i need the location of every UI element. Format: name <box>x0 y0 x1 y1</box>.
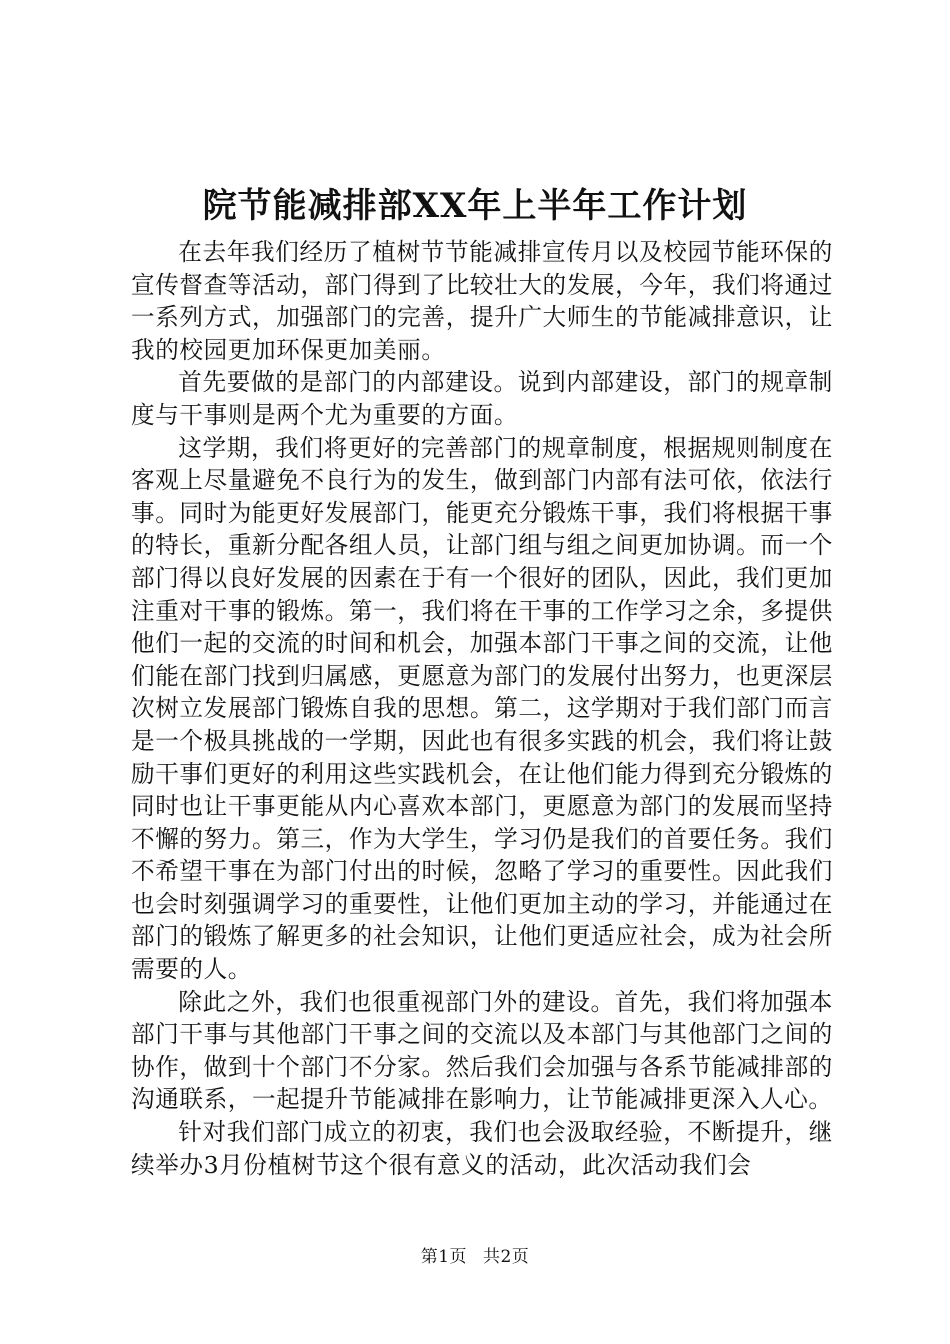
page-number-current: 第1页 <box>420 1247 468 1267</box>
paragraph-3: 这学期，我们将更好的完善部门的规章制度，根据规则制度在客观上尽量避免不良行为的发生，做到部门内部有法可依，依法行事。同时为能更好发展部门，能更充分锻炼干事，我们将根据干事的特长，重新分配各组人员，让部门组与组之间更加协调。而一个部门得以良好发展的因素在于有一个很好的团队，因此，我们更加注重对干事的锻炼。第一，我们将在干事的工作学习之余，多提供他们一起的交流的时间和机会，加强本部门干事之间的交流，让他们能在部门找到归属感，更愿意为部门的发展付出努力，也更深层次树立发展部门锻炼自我的思想。第二，这学期对于我们部门而言是一个极具挑战的一学期，因此也有很多实践的机会，我们将让鼓励干事们更好的利用这些实践机会，在让他们能力得到充分锻炼的同时也让干事更能从内心喜欢本部门，更愿意为部门的发展而坚持不懈的努力。第三，作为大学生，学习仍是我们的首要任务。我们不希望干事在为部门付出的时候，忽略了学习的重要性。因此我们也会时刻强调学习的重要性，让他们更加主动的学习，并能通过在部门的锻炼了解更多的社会知识，让他们更适应社会，成为社会所需要的人。 <box>131 433 833 984</box>
page-footer <box>0 1245 950 1269</box>
paragraph-1: 在去年我们经历了植树节节能减排宣传月以及校园节能环保的宣传督查等活动，部门得到了比较壮大的发展，今年，我们将通过一系列方式，加强部门的完善，提升广大师生的节能减排意识，让我的校园更加环保更加美丽。 <box>131 238 833 364</box>
document-body <box>131 236 833 1181</box>
document-title: 院节能减排部XX年上半年工作计划 <box>202 185 748 226</box>
paragraph-2: 首先要做的是部门的内部建设。说到内部建设，部门的规章制度与干事则是两个尤为重要的方面。 <box>131 368 833 429</box>
paragraph-4: 除此之外，我们也很重视部门外的建设。首先，我们将加强本部门干事与其他部门干事之间的交流以及本部门与其他部门之间的协作，做到十个部门不分家。然后我们会加强与各系节能减排部的沟通联系，一起提升节能减排在影响力，让节能减排更深入人心。 <box>131 987 833 1114</box>
paragraph-5: 针对我们部门成立的初衷，我们也会汲取经验，不断提升，继续举办3月份植树节这个很有意义的活动，此次活动我们会 <box>131 1118 833 1179</box>
page-number-total: 共2页 <box>482 1247 530 1267</box>
